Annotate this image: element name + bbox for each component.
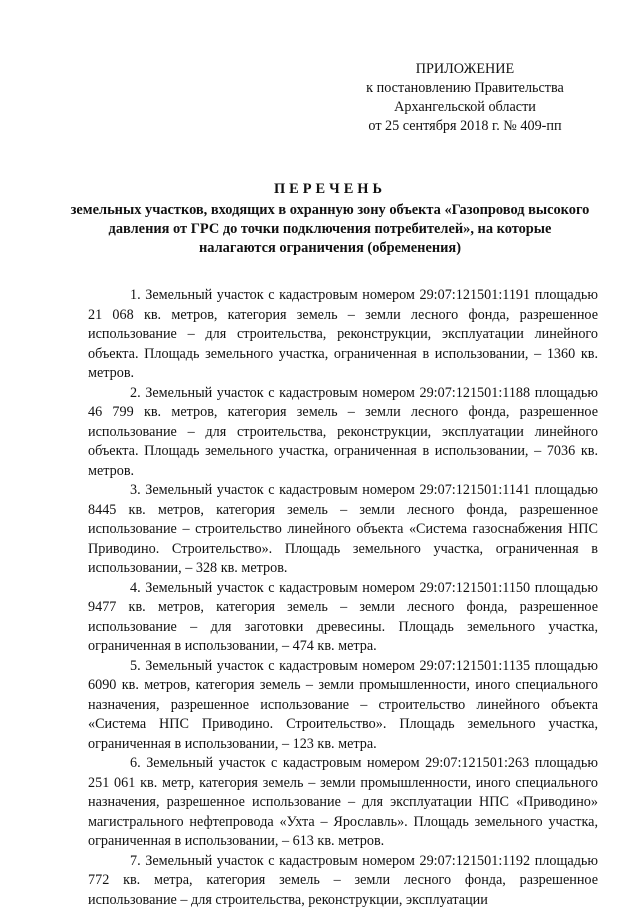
list-item: 1. Земельный участок с кадастровым номером 29:07:121501:1191 площадью 21 068 кв. метров, категория земель – земли лесного фонда, разрешенное использование – для строительства, реконструкции, эксплуатации линейного объекта. Площадь земельного участка, ограниченная в использовании, – 1360 кв. метров. [88, 286, 598, 384]
list-item: 6. Земельный участок с кадастровым номером 29:07:121501:263 площадью 251 061 кв. метр, категория земель – земли промышленности, иного специального назначения, разрешенное использование – для эксплуатации НПС «Приводино» магистрального нефтепровода «Ухта – Ярославль». Площадь земельного участка, ограниченная в использовании, – 613 кв. метров. [88, 754, 598, 852]
appendix-date-number: от 25 сентября 2018 г. № 409-пп [330, 117, 600, 136]
list-item: 7. Земельный участок с кадастровым номером 29:07:121501:1192 площадью 772 кв. метра, категория земель – земли лесного фонда, разрешенное использование – для строительства, реконструкции, эксплуатации [88, 852, 598, 910]
appendix-region: Архангельской области [330, 98, 600, 117]
title-subtitle: земельных участков, входящих в охранную зону объекта «Газопровод высокого давления от ГРС до точки подключения потребителей», на которые налагаются ограничения (обременения) [70, 201, 590, 258]
appendix-resolution-ref: к постановлению Правительства [330, 79, 600, 98]
list-item: 3. Земельный участок с кадастровым номером 29:07:121501:1141 площадью 8445 кв. метров, категория земель – земли лесного фонда, разрешенное использование – строительство линейного объекта «Система газоснабжения НПС Приводино. Строительство». Площадь земельного участка, ограниченная в использовании, – 328 кв. метров. [88, 481, 598, 579]
list-item: 2. Земельный участок с кадастровым номером 29:07:121501:1188 площадью 46 799 кв. метров, категория земель – земли лесного фонда, разрешенное использование – для строительства, реконструкции, эксплуатации линейного объекта. Площадь земельного участка, ограниченная в использовании, – 7036 кв. метров. [88, 384, 598, 482]
appendix-label: ПРИЛОЖЕНИЕ [330, 60, 600, 79]
appendix-header [330, 60, 600, 136]
title-main: ПЕРЕЧЕНЬ [70, 180, 590, 199]
document-title [70, 180, 590, 258]
list-item: 5. Земельный участок с кадастровым номером 29:07:121501:1135 площадью 6090 кв. метров, категория земель – земли промышленности, иного специального назначения, разрешенное использование – строительство линейного объекта «Система НПС Приводино. Строительство». Площадь земельного участка, ограниченная в использовании, – 123 кв. метра. [88, 657, 598, 755]
list-item: 4. Земельный участок с кадастровым номером 29:07:121501:1150 площадью 9477 кв. метров, категория земель – земли лесного фонда, разрешенное использование – для заготовки древесины. Площадь земельного участка, ограниченная в использовании, – 474 кв. метра. [88, 579, 598, 657]
land-plot-list [88, 286, 598, 910]
